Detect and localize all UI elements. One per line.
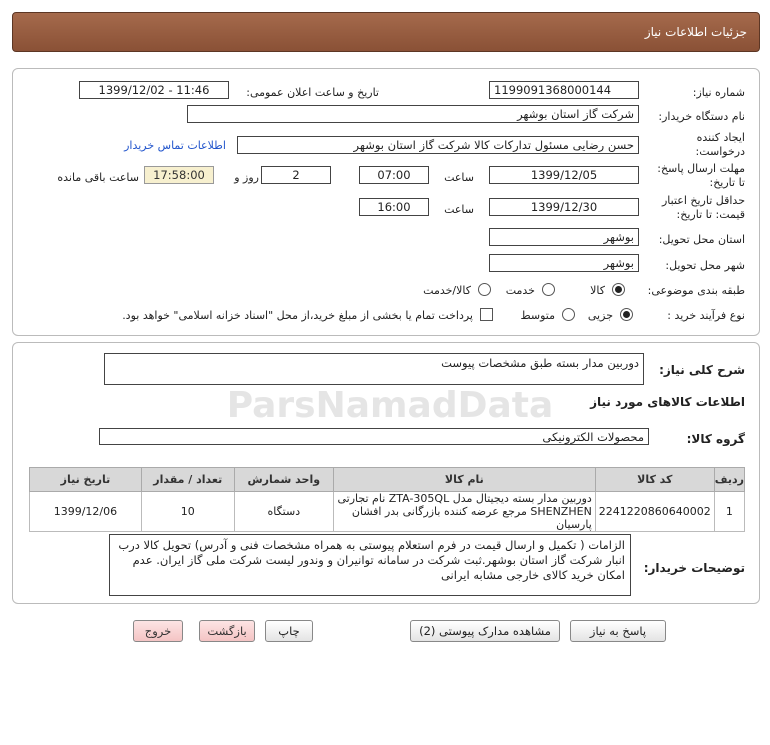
city-label: شهر محل تحویل: [665,259,745,272]
category-option-service: خدمت [505,284,535,297]
goods-group-label: گروه کالا: [686,432,745,446]
province-field: بوشهر [489,228,639,246]
page-title: جزئیات اطلاعات نیاز [644,25,747,39]
category-radio-goods[interactable] [612,283,625,296]
validity-date-field: 1399/12/30 [489,198,639,216]
category-option-both: کالا/خدمت [423,284,471,297]
category-label: طبقه بندی موضوعی: [647,284,745,297]
cell-code: 2241220860640002 [595,492,714,532]
validity-label-1: حداقل تاریخ اعتبار [661,194,745,207]
col-header-unit: واحد شمارش [234,468,333,492]
goods-table [29,467,745,532]
reply-deadline-label-1: مهلت ارسال پاسخ: [657,162,745,175]
category-radio-both[interactable] [478,283,491,296]
province-label: استان محل تحویل: [658,233,745,246]
remaining-label: ساعت باقی مانده [57,171,139,184]
view-docs-button[interactable]: مشاهده مدارک پیوستی (2) [410,620,560,642]
reply-date-field: 1399/12/05 [489,166,639,184]
reply-deadline-label-2: تا تاریخ: [709,176,745,189]
reply-button[interactable]: پاسخ به نیاز [570,620,666,642]
cell-unit: دستگاه [234,492,333,532]
treasury-checkbox[interactable] [480,308,493,321]
city-field: بوشهر [489,254,639,272]
cell-row: 1 [714,492,744,532]
process-radio-minor[interactable] [620,308,633,321]
process-radio-medium[interactable] [562,308,575,321]
validity-time-field: 16:00 [359,198,429,216]
process-label: نوع فرآیند خرید : [667,309,745,322]
cell-qty: 10 [141,492,234,532]
summary-label: شرح کلی نیاز: [659,363,745,377]
goods-info-title: اطلاعات کالاهای مورد نیاز [590,395,745,409]
buyer-notes-field: الزامات ( تکمیل و ارسال قیمت در فرم استعلام پیوستی به همراه مشخصات فنی و آدرس) تحویل کالا درب انبار شرکت گاز استان بوشهر.ثبت شرکت در سامانه توانیران و وندور لیست شرکت ملی گاز ایران. عدم امکان خرید کالای خارجی مشابه ایرانی [109,534,631,596]
creator-field: حسن رضایی مسئول تدارکات کالا شرکت گاز استان بوشهر [237,136,639,154]
creator-label-2: درخواست: [695,145,745,158]
creator-label-1: ایجاد کننده [696,131,745,144]
validity-label-2: قیمت: تا تاریخ: [676,208,745,221]
days-field: 2 [261,166,331,184]
reply-time-label: ساعت [444,171,474,184]
print-button[interactable]: چاپ [265,620,313,642]
col-header-qty: تعداد / مقدار [141,468,234,492]
exit-button[interactable]: خروج [133,620,183,642]
announce-label: تاریخ و ساعت اعلان عمومی: [246,86,379,99]
process-option-medium: متوسط [520,309,555,322]
need-number-field: 1199091368000144 [489,81,639,99]
need-details-panel [12,342,760,604]
reply-time-field: 07:00 [359,166,429,184]
need-number-label: شماره نیاز: [692,86,745,99]
announce-field: 1399/12/02 - 11:46 [79,81,229,99]
buyer-org-label: نام دستگاه خریدار: [658,110,745,123]
goods-group-field: محصولات الکترونیکی [99,428,649,445]
col-header-name: نام کالا [333,468,595,492]
cell-date: 1399/12/06 [30,492,142,532]
page-header [12,12,760,52]
col-header-date: تاریخ نیاز [30,468,142,492]
cell-name [333,492,595,532]
category-radio-service[interactable] [542,283,555,296]
watermark: ParsNamadData [226,385,554,426]
summary-field: دوربین مدار بسته طبق مشخصات پیوست [104,353,644,385]
cell-name-line-2: SHENZHEN مرجع عرضه کننده بازرگانی بدر افشان پارسیان [351,505,592,531]
col-header-row: ردیف [714,468,744,492]
remaining-time-field: 17:58:00 [144,166,214,184]
validity-time-label: ساعت [444,203,474,216]
table-row [30,492,745,532]
back-button[interactable]: بازگشت [199,620,255,642]
cell-name-line-1: دوربین مدار بسته دیجیتال مدل ZTA-305QL نام تجارتی [337,492,592,505]
category-option-goods: کالا [590,284,605,297]
treasury-note: پرداخت تمام یا بخشی از مبلغ خرید،از محل "اسناد خزانه اسلامی" خواهد بود. [122,309,473,322]
buyer-org-field: شرکت گاز استان بوشهر [187,105,639,123]
buyer-contact-link[interactable]: اطلاعات تماس خریدار [124,139,226,152]
days-label: روز و [234,171,259,184]
col-header-code: کد کالا [595,468,714,492]
process-option-minor: جزیی [587,309,613,322]
need-info-panel [12,68,760,336]
buyer-notes-label: توضیحات خریدار: [643,561,745,575]
